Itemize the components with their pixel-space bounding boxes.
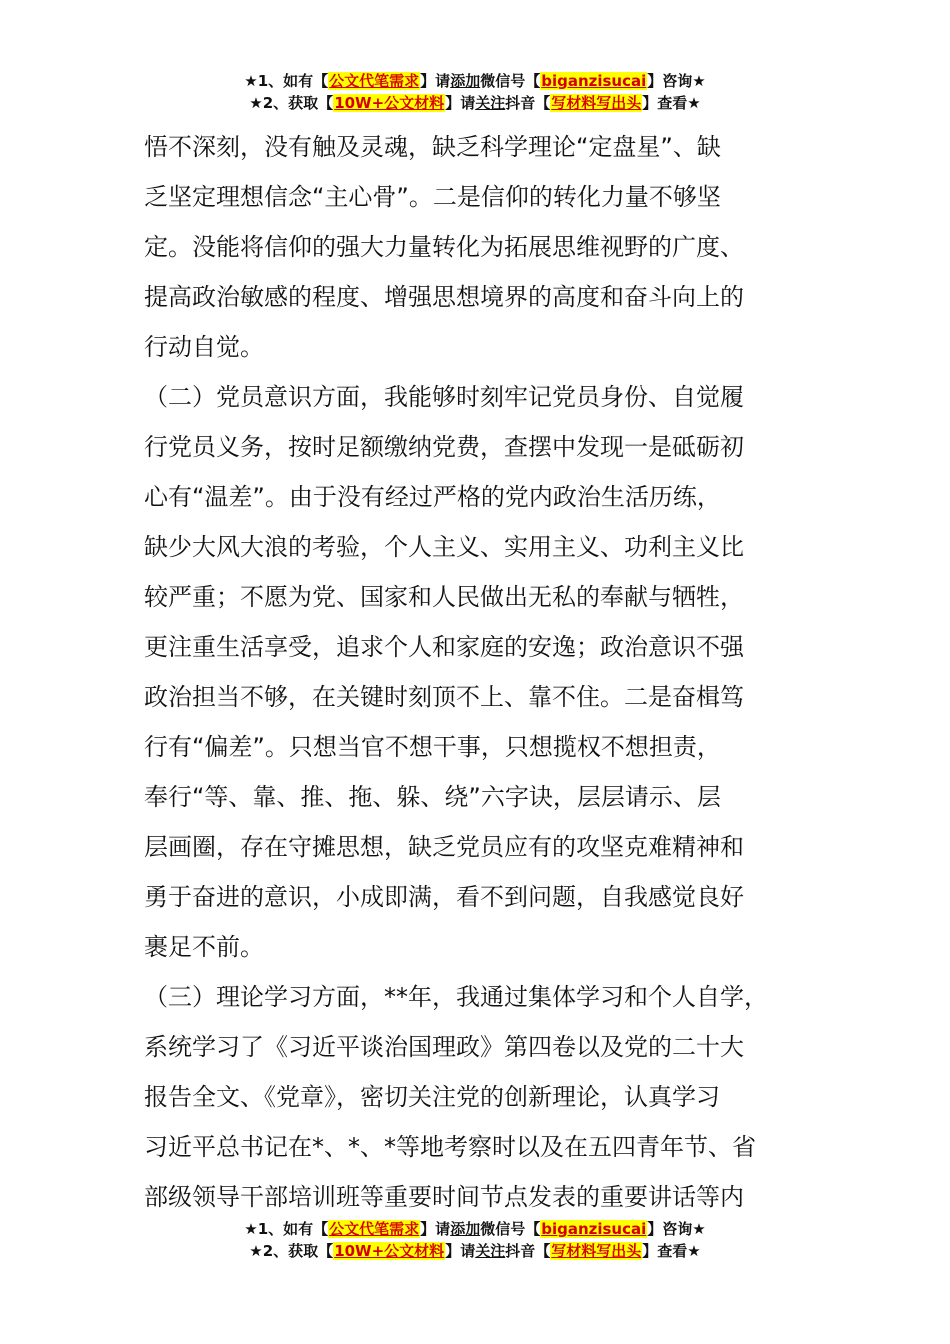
body-line: 悟不深刻，没有触及灵魂，缺乏科学理论“定盘星”、缺 [144,133,721,161]
body-line: 勇于奋进的意识，小成即满，看不到问题，自我感觉良好 [144,883,744,911]
body-line: （三）理论学习方面，**年，我通过集体学习和个人自学， [144,983,768,1011]
body-line: 习近平总书记在*、*、*等地考察时以及在五四青年节、省 [144,1133,756,1161]
banner-text: ★2、获取【 [249,94,334,112]
body-line: 定。没能将信仰的强大力量转化为拓展思维视野的广度、 [144,233,744,261]
banner-highlight: 公文代笔需求 [329,1220,420,1238]
banner-text: 】请 [420,72,451,90]
banner-text: 】请 [445,94,476,112]
body-line: 提高政治敏感的程度、增强思想境界的高度和奋斗向上的 [144,283,744,311]
banner-text: ★2、获取【 [249,1242,334,1260]
bottom-banner [0,1218,950,1262]
body-line: 裹足不前。 [144,933,264,961]
banner-text: 】咨询★ [647,72,706,90]
banner-underline: 添加 [450,1220,481,1238]
banner-underline: 关注 [475,94,506,112]
banner-highlight: 10W+公文材料 [334,1242,445,1260]
banner-highlight: 10W+公文材料 [334,94,445,112]
banner-text: 】请 [420,1220,451,1238]
body-line: 系统学习了《习近平谈治国理政》第四卷以及党的二十大 [144,1033,744,1061]
banner-underline: 关注 [475,1242,506,1260]
banner-highlight: 写材料写出头 [551,94,642,112]
banner-text: 】请 [445,1242,476,1260]
banner-text: 】查看★ [642,1242,701,1260]
body-line: 缺少大风大浪的考验，个人主义、实用主义、功利主义比 [144,533,744,561]
banner-text: 】咨询★ [647,1220,706,1238]
banner-text: ★1、如有【 [244,72,329,90]
body-line: 奉行“等、靠、推、拖、躲、绕”六字诀，层层请示、层 [144,783,721,811]
banner-line-1 [0,70,950,92]
banner-highlight: biganzisucai [541,72,647,90]
body-line: 行党员义务，按时足额缴纳党费，查摆中发现一是砥砺初 [144,433,744,461]
banner-highlight: biganzisucai [541,1220,647,1238]
banner-line-2 [0,92,950,114]
body-line: 政治担当不够，在关键时刻顶不上、靠不住。二是奋楫笃 [144,683,744,711]
banner-text: 抖音【 [505,94,551,112]
body-line: 层画圈，存在守摊思想，缺乏党员应有的攻坚克难精神和 [144,833,744,861]
banner-highlight: 写材料写出头 [551,1242,642,1260]
body-line: 心有“温差”。由于没有经过严格的党内政治生活历练， [144,483,721,511]
banner-highlight: 公文代笔需求 [329,72,420,90]
body-line: 行动自觉。 [144,333,264,361]
top-banner [0,70,950,114]
banner-text: 】查看★ [642,94,701,112]
body-line: 乏坚定理想信念“主心骨”。二是信仰的转化力量不够坚 [144,183,721,211]
body-line: 较严重；不愿为党、国家和人民做出无私的奉献与牺牲， [144,583,744,611]
body-line: 行有“偏差”。只想当官不想干事，只想揽权不想担责， [144,733,721,761]
banner-text: ★1、如有【 [244,1220,329,1238]
banner-text: 微信号【 [480,1220,541,1238]
banner-text: 微信号【 [480,72,541,90]
banner-line-1 [0,1218,950,1240]
banner-line-2 [0,1240,950,1262]
body-line: 更注重生活享受，追求个人和家庭的安逸；政治意识不强 [144,633,744,661]
banner-text: 抖音【 [505,1242,551,1260]
banner-underline: 添加 [450,72,481,90]
body-line: 报告全文、《党章》，密切关注党的创新理论，认真学习 [144,1083,720,1111]
body-line: 部级领导干部培训班等重要时间节点发表的重要讲话等内 [144,1183,744,1211]
document-body [144,122,814,1222]
body-line: （二）党员意识方面，我能够时刻牢记党员身份、自觉履 [144,383,744,411]
